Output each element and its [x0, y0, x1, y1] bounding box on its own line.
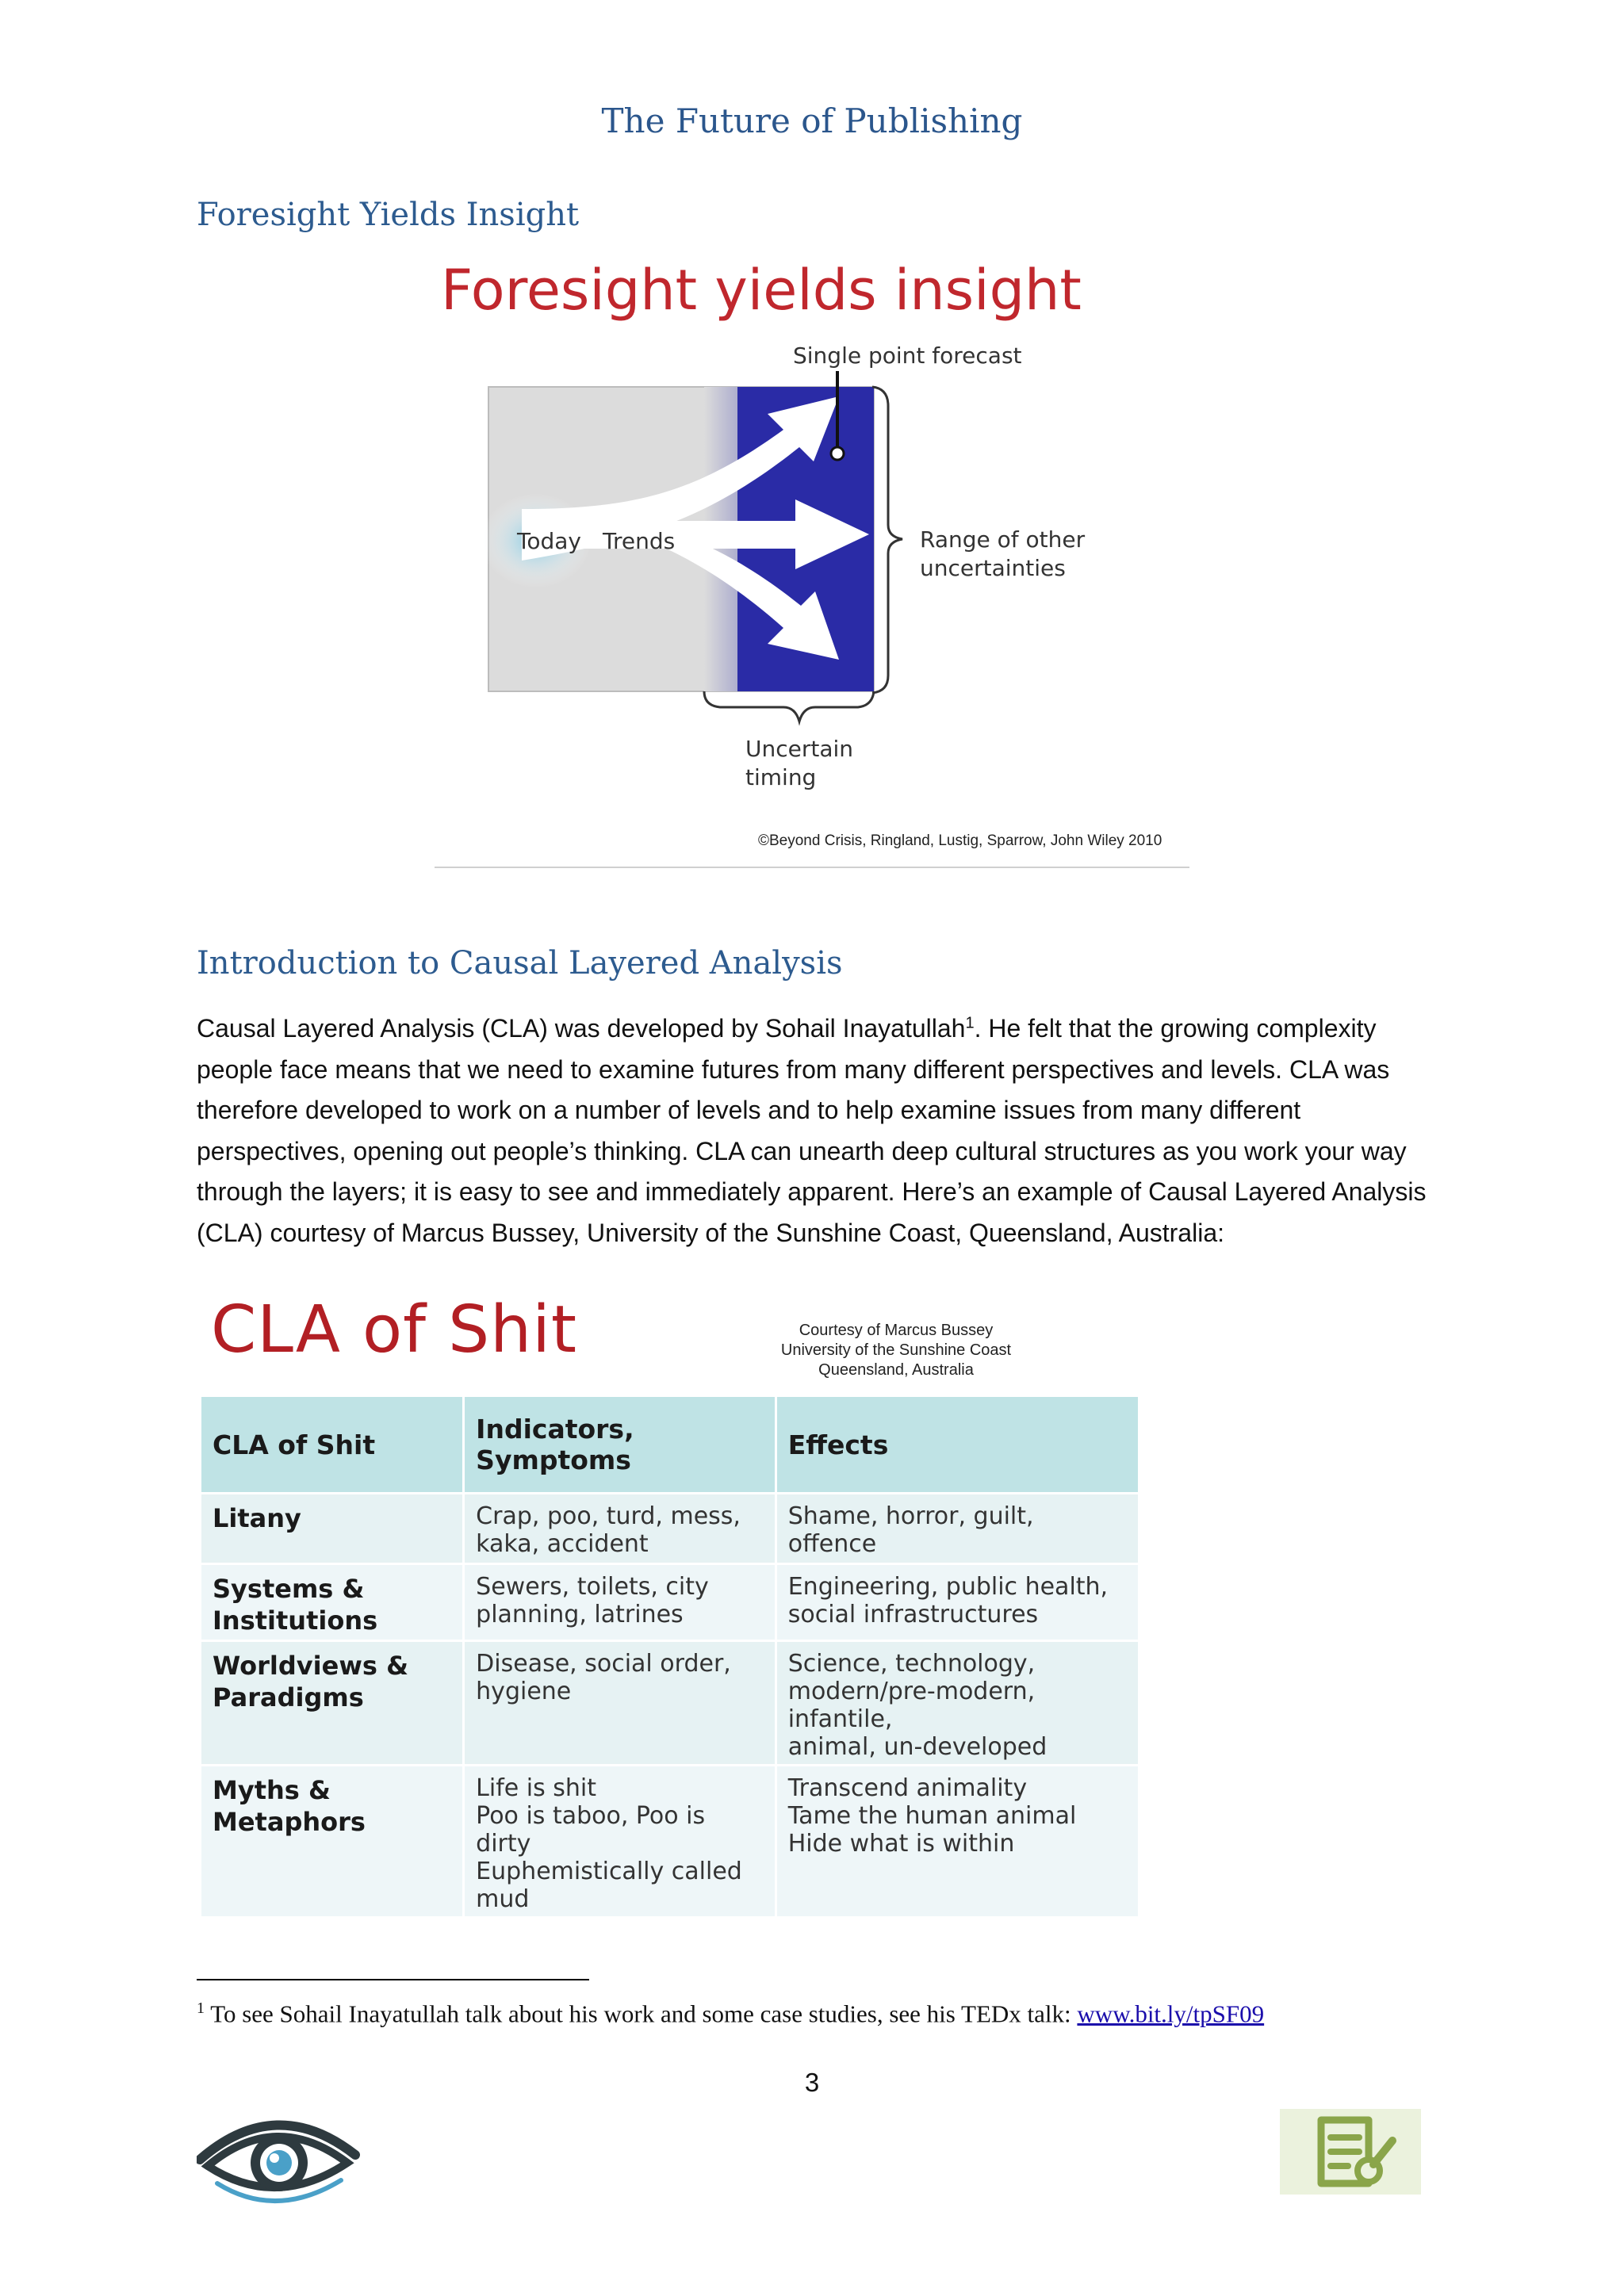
- footnote-link[interactable]: www.bit.ly/tpSF09: [1077, 1999, 1265, 2028]
- footnote-ref[interactable]: 1: [965, 1014, 975, 1032]
- header-cell: CLA of Shit: [201, 1397, 464, 1494]
- layer-cell: Systems & Institutions: [201, 1564, 464, 1641]
- label-today: Today: [517, 528, 581, 554]
- label-trends: Trends: [603, 528, 676, 554]
- courtesy-line: Queensland, Australia: [818, 1361, 974, 1379]
- cla-courtesy: [761, 1321, 1031, 1380]
- section-heading-foresight: Foresight Yields Insight: [197, 197, 580, 233]
- label-uncertain-2: timing: [745, 764, 817, 790]
- footnote-number: 1: [197, 1999, 205, 2017]
- table-row: [201, 1641, 1139, 1766]
- figure-credit: ©Beyond Crisis, Ringland, Lustig, Sparrow, John Wiley 2010: [758, 832, 1162, 849]
- table-header-row: [201, 1397, 1139, 1494]
- layer-cell: Litany: [201, 1494, 464, 1564]
- cla-figure-title: CLA of Shit: [211, 1292, 578, 1368]
- indicators-cell: Sewers, toilets, city planning, latrines: [464, 1564, 776, 1641]
- indicators-cell: Life is shit Poo is taboo, Poo is dirty Euphemistically called mud: [464, 1766, 776, 1918]
- table-row: [201, 1494, 1139, 1564]
- timing-brace: [704, 691, 874, 721]
- label-single-point: Single point forecast: [793, 342, 1022, 369]
- indicators-cell: Crap, poo, turd, mess, kaka, accident: [464, 1494, 776, 1564]
- cla-table: [201, 1397, 1140, 1919]
- header-cell: Indicators, Symptoms: [464, 1397, 776, 1494]
- effects-cell: Transcend animality Tame the human animal Hide what is within: [776, 1766, 1139, 1918]
- courtesy-line: University of the Sunshine Coast: [780, 1341, 1012, 1359]
- label-range-2: uncertainties: [920, 555, 1066, 581]
- header-cell: Effects: [776, 1397, 1139, 1494]
- eye-icon: [197, 2101, 360, 2204]
- indicators-cell: Disease, social order, hygiene: [464, 1641, 776, 1766]
- range-brace: [872, 387, 902, 693]
- courtesy-line: Courtesy of Marcus Bussey: [799, 1322, 994, 1339]
- foresight-figure: [435, 247, 1189, 874]
- footnote: [197, 1999, 1264, 2028]
- effects-cell: Shame, horror, guilt, offence: [776, 1494, 1139, 1564]
- page-number: 3: [804, 2068, 820, 2097]
- cla-intro-paragraph: [197, 1008, 1434, 1254]
- table-row: [201, 1766, 1139, 1918]
- document-edit-icon: [1280, 2109, 1421, 2195]
- para-text-2: . He felt that the growing complexity people face means that we need to examine futures from many different perspectives and levels. CLA was therefore developed to work on a number of levels and to help examine issues from many different perspectives, opening out people’s thinking. CLA can unearth deep cultural structures as you work your way through the layers; it is easy to see and immediately apparent. Here’s an example of Causal Layered Analysis (CLA) courtesy of Marcus Bussey, University of the Sunshine Coast, Queensland, Australia:: [197, 1014, 1427, 1247]
- footnote-divider: [197, 1979, 589, 1980]
- layer-cell: Worldviews & Paradigms: [201, 1641, 464, 1766]
- section-heading-cla: Introduction to Causal Layered Analysis: [197, 945, 843, 982]
- label-range-1: Range of other: [920, 526, 1086, 553]
- footnote-text: To see Sohail Inayatullah talk about his work and some case studies, see his TEDx talk:: [205, 1999, 1078, 2028]
- label-uncertain-1: Uncertain: [745, 736, 854, 762]
- table-row: [201, 1564, 1139, 1641]
- running-header: The Future of Publishing: [601, 101, 1023, 140]
- figure-title: Foresight yields insight: [441, 258, 1082, 323]
- effects-cell: Engineering, public health, social infrastructures: [776, 1564, 1139, 1641]
- para-text-1: Causal Layered Analysis (CLA) was developed by Sohail Inayatullah: [197, 1014, 966, 1043]
- effects-cell: Science, technology, modern/pre-modern, infantile, animal, un-developed: [776, 1641, 1139, 1766]
- layer-cell: Myths & Metaphors: [201, 1766, 464, 1918]
